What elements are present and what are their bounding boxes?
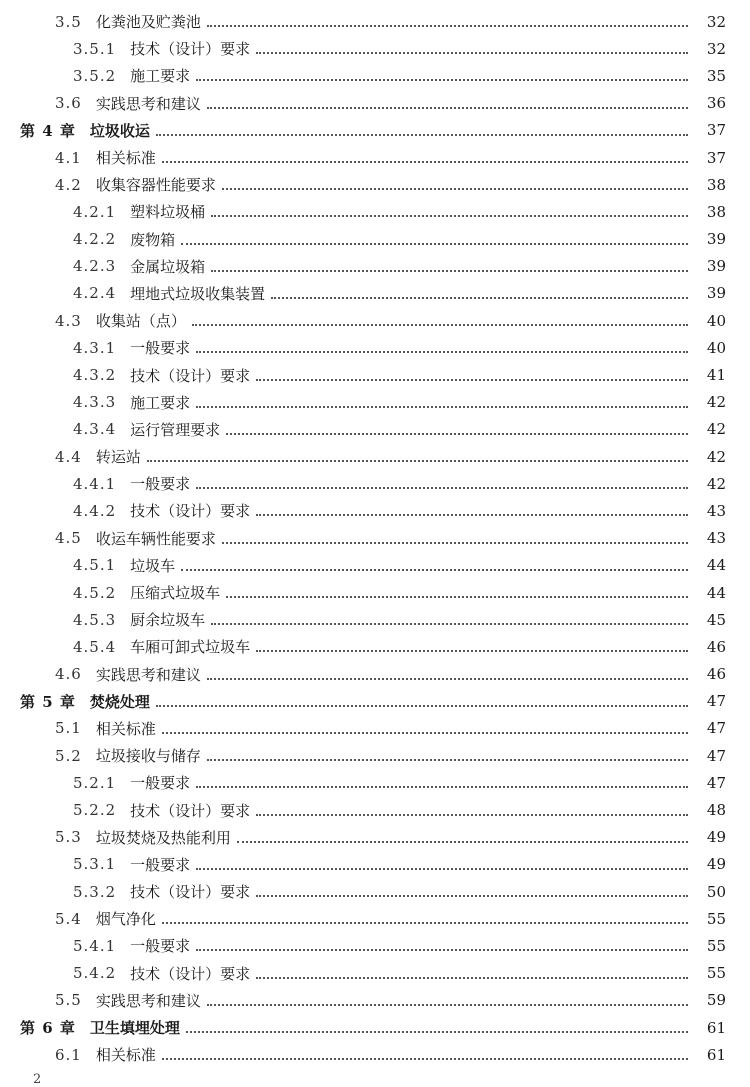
toc-entry-page: 47 (706, 773, 726, 792)
toc-section-row[interactable] (0, 824, 750, 851)
toc-entry-number: 4.2.1 (73, 202, 117, 221)
toc-dot-leader (207, 677, 688, 680)
toc-entry-page: 55 (706, 909, 726, 928)
toc-entry-page: 44 (706, 556, 726, 575)
toc-entry-title: 技术（设计）要求 (130, 801, 251, 820)
toc-entry-title: 实践思考和建议 (95, 665, 201, 684)
toc-entry-number: 第 5 章 (20, 692, 76, 711)
toc-dot-leader (256, 51, 688, 54)
toc-subsection-row[interactable] (0, 62, 750, 89)
toc-dot-leader (256, 649, 688, 652)
toc-dot-leader (226, 432, 688, 435)
toc-dot-leader (162, 160, 688, 163)
toc-entry-title: 技术（设计）要求 (130, 883, 251, 902)
toc-entry-number: 第 4 章 (20, 121, 76, 140)
toc-entry-title: 施工要求 (130, 67, 191, 86)
toc-subsection-row[interactable] (0, 769, 750, 796)
toc-entry-page: 32 (706, 12, 726, 31)
toc-entry-number: 6.1 (55, 1045, 82, 1064)
toc-entry-title: 收集站（点） (95, 312, 186, 331)
toc-subsection-row[interactable] (0, 470, 750, 497)
toc-subsection-row[interactable] (0, 361, 750, 388)
toc-section-row[interactable] (0, 525, 750, 552)
toc-subsection-row[interactable] (0, 633, 750, 660)
toc-dot-leader (156, 704, 688, 707)
toc-entry-number: 第 6 章 (20, 1019, 76, 1038)
toc-entry-number: 5.3.1 (73, 855, 117, 874)
toc-entry-number: 4.3.2 (73, 366, 117, 385)
toc-entry-page: 46 (706, 637, 726, 656)
toc-entry-page: 47 (706, 719, 726, 738)
toc-entry-number: 5.4.1 (73, 936, 117, 955)
toc-entry-number: 5.4.2 (73, 964, 117, 983)
toc-dot-leader (256, 813, 688, 816)
toc-entry-title: 废物箱 (130, 230, 176, 249)
toc-entry-number: 5.3 (55, 828, 82, 847)
toc-section-row[interactable] (0, 715, 750, 742)
toc-entry-number: 4.3.3 (73, 393, 117, 412)
toc-entry-number: 5.2.2 (73, 801, 117, 820)
toc-entry-page: 42 (706, 474, 726, 493)
toc-entry-page: 47 (706, 692, 726, 711)
toc-subsection-row[interactable] (0, 552, 750, 579)
toc-section-row[interactable] (0, 443, 750, 470)
toc-entry-number: 5.2.1 (73, 773, 117, 792)
toc-dot-leader (271, 296, 688, 299)
toc-section-row[interactable] (0, 144, 750, 171)
toc-entry-title: 垃圾车 (130, 556, 176, 575)
toc-dot-leader (196, 405, 688, 408)
toc-entry-number: 4.4.2 (73, 501, 117, 520)
toc-entry-number: 4.4.1 (73, 474, 117, 493)
toc-subsection-row[interactable] (0, 606, 750, 633)
toc-entry-title: 卫生填埋处理 (89, 1019, 180, 1038)
toc-dot-leader (222, 187, 688, 190)
toc-section-row[interactable] (0, 90, 750, 117)
toc-entry-title: 实践思考和建议 (95, 94, 201, 113)
toc-entry-title: 收运车辆性能要求 (95, 529, 216, 548)
toc-entry-page: 32 (706, 39, 726, 58)
toc-entry-title: 厨余垃圾车 (130, 611, 206, 630)
toc-subsection-row[interactable] (0, 796, 750, 823)
toc-entry-number: 5.2 (55, 746, 82, 765)
toc-entry-title: 车厢可卸式垃圾车 (130, 638, 251, 657)
toc-entry-page: 37 (706, 148, 726, 167)
toc-dot-leader (147, 459, 688, 462)
toc-dot-leader (186, 1030, 688, 1033)
toc-entry-number: 3.6 (55, 94, 82, 113)
toc-entry-page: 45 (706, 610, 726, 629)
table-of-contents (0, 8, 750, 1068)
toc-dot-leader (256, 894, 688, 897)
toc-subsection-row[interactable] (0, 280, 750, 307)
toc-dot-leader (211, 622, 688, 625)
toc-subsection-row[interactable] (0, 878, 750, 905)
toc-dot-leader (181, 568, 688, 571)
toc-entry-page: 59 (706, 991, 726, 1010)
toc-dot-leader (211, 269, 688, 272)
toc-entry-page: 44 (706, 583, 726, 602)
toc-entry-page: 43 (706, 529, 726, 548)
toc-entry-title: 烟气净化 (95, 910, 156, 929)
toc-entry-page: 55 (706, 936, 726, 955)
toc-dot-leader (256, 976, 688, 979)
toc-entry-number: 5.5 (55, 991, 82, 1010)
toc-subsection-row[interactable] (0, 497, 750, 524)
toc-entry-title: 焚烧处理 (89, 692, 150, 711)
toc-dot-leader (222, 541, 688, 544)
toc-entry-number: 5.3.2 (73, 882, 117, 901)
toc-dot-leader (196, 785, 688, 788)
toc-dot-leader (196, 948, 688, 951)
toc-subsection-row[interactable] (0, 35, 750, 62)
toc-entry-number: 4.2.2 (73, 230, 117, 249)
toc-dot-leader (207, 758, 688, 761)
toc-entry-title: 垃圾焚烧及热能利用 (95, 828, 231, 847)
toc-entry-title: 技术（设计）要求 (130, 366, 251, 385)
toc-entry-number: 4.4 (55, 447, 82, 466)
toc-entry-number: 4.3.1 (73, 338, 117, 357)
toc-entry-title: 一般要求 (130, 855, 191, 874)
toc-entry-title: 一般要求 (130, 774, 191, 793)
toc-entry-title: 相关标准 (95, 719, 156, 738)
toc-entry-title: 垃圾收运 (89, 121, 150, 140)
toc-section-row[interactable] (0, 8, 750, 35)
toc-entry-title: 运行管理要求 (130, 420, 221, 439)
toc-entry-title: 埋地式垃圾收集装置 (130, 284, 266, 303)
toc-entry-page: 38 (706, 175, 726, 194)
toc-dot-leader (156, 133, 688, 136)
toc-entry-page: 39 (706, 257, 726, 276)
toc-section-row[interactable] (0, 1041, 750, 1068)
toc-entry-title: 一般要求 (130, 339, 191, 358)
toc-entry-page: 61 (706, 1045, 726, 1064)
toc-entry-title: 金属垃圾箱 (130, 257, 206, 276)
toc-subsection-row[interactable] (0, 579, 750, 606)
toc-entry-page: 61 (706, 1018, 726, 1037)
toc-entry-page: 35 (706, 66, 726, 85)
toc-entry-number: 4.5.3 (73, 610, 117, 629)
toc-entry-number: 4.1 (55, 148, 82, 167)
footer-page-number: 2 (33, 1072, 42, 1087)
toc-entry-number: 4.5.2 (73, 583, 117, 602)
toc-entry-page: 38 (706, 202, 726, 221)
toc-dot-leader (181, 242, 688, 245)
toc-entry-page: 42 (706, 393, 726, 412)
toc-section-row[interactable] (0, 307, 750, 334)
toc-entry-page: 50 (706, 882, 726, 901)
toc-subsection-row[interactable] (0, 960, 750, 987)
toc-entry-number: 4.3.4 (73, 420, 117, 439)
toc-entry-page: 55 (706, 964, 726, 983)
toc-entry-title: 转运站 (95, 448, 141, 467)
toc-entry-number: 4.5 (55, 529, 82, 548)
toc-section-row[interactable] (0, 742, 750, 769)
toc-dot-leader (196, 486, 688, 489)
toc-entry-title: 化粪池及贮粪池 (95, 13, 201, 32)
toc-entry-page: 36 (706, 94, 726, 113)
toc-entry-number: 5.4 (55, 909, 82, 928)
toc-entry-title: 相关标准 (95, 1046, 156, 1065)
toc-entry-number: 3.5 (55, 12, 82, 31)
toc-entry-page: 40 (706, 311, 726, 330)
toc-subsection-row[interactable] (0, 851, 750, 878)
toc-dot-leader (192, 323, 688, 326)
toc-entry-page: 47 (706, 746, 726, 765)
toc-dot-leader (207, 1003, 688, 1006)
toc-dot-leader (207, 106, 688, 109)
toc-section-row[interactable] (0, 171, 750, 198)
toc-entry-number: 5.1 (55, 719, 82, 738)
toc-chapter-row[interactable] (0, 688, 750, 715)
toc-entry-title: 技术（设计）要求 (130, 40, 251, 59)
toc-entry-page: 49 (706, 828, 726, 847)
toc-dot-leader (226, 595, 688, 598)
toc-entry-page: 37 (706, 121, 726, 140)
toc-dot-leader (196, 78, 688, 81)
toc-entry-number: 4.2.3 (73, 257, 117, 276)
toc-entry-title: 塑料垃圾桶 (130, 203, 206, 222)
toc-subsection-row[interactable] (0, 198, 750, 225)
toc-chapter-row[interactable] (0, 117, 750, 144)
toc-dot-leader (207, 24, 688, 27)
toc-subsection-row[interactable] (0, 416, 750, 443)
toc-subsection-row[interactable] (0, 253, 750, 280)
toc-chapter-row[interactable] (0, 1014, 750, 1041)
toc-dot-leader (196, 867, 688, 870)
toc-dot-leader (162, 1057, 688, 1060)
toc-entry-title: 压缩式垃圾车 (130, 584, 221, 603)
toc-entry-number: 4.2 (55, 175, 82, 194)
toc-entry-title: 一般要求 (130, 475, 191, 494)
toc-dot-leader (162, 921, 688, 924)
toc-entry-page: 40 (706, 338, 726, 357)
toc-dot-leader (237, 840, 688, 843)
toc-entry-title: 实践思考和建议 (95, 991, 201, 1010)
toc-entry-page: 46 (706, 665, 726, 684)
toc-entry-title: 技术（设计）要求 (130, 964, 251, 983)
toc-entry-title: 收集容器性能要求 (95, 176, 216, 195)
toc-entry-page: 42 (706, 447, 726, 466)
toc-entry-number: 4.5.1 (73, 556, 117, 575)
toc-entry-page: 43 (706, 501, 726, 520)
toc-entry-number: 4.3 (55, 311, 82, 330)
toc-entry-number: 3.5.2 (73, 66, 117, 85)
toc-entry-title: 垃圾接收与储存 (95, 747, 201, 766)
toc-subsection-row[interactable] (0, 932, 750, 959)
toc-entry-page: 42 (706, 420, 726, 439)
toc-entry-page: 39 (706, 284, 726, 303)
toc-dot-leader (256, 513, 688, 516)
toc-entry-number: 4.2.4 (73, 284, 117, 303)
toc-entry-title: 技术（设计）要求 (130, 502, 251, 521)
toc-dot-leader (162, 731, 688, 734)
toc-entry-page: 39 (706, 230, 726, 249)
toc-section-row[interactable] (0, 905, 750, 932)
toc-dot-leader (211, 214, 688, 217)
toc-section-row[interactable] (0, 987, 750, 1014)
toc-entry-number: 4.5.4 (73, 637, 117, 656)
toc-entry-page: 49 (706, 855, 726, 874)
toc-entry-number: 3.5.1 (73, 39, 117, 58)
toc-dot-leader (256, 378, 688, 381)
toc-entry-title: 施工要求 (130, 393, 191, 412)
toc-entry-title: 相关标准 (95, 149, 156, 168)
toc-entry-number: 4.6 (55, 665, 82, 684)
toc-subsection-row[interactable] (0, 389, 750, 416)
toc-subsection-row[interactable] (0, 334, 750, 361)
toc-entry-title: 一般要求 (130, 937, 191, 956)
toc-subsection-row[interactable] (0, 226, 750, 253)
toc-dot-leader (196, 350, 688, 353)
toc-section-row[interactable] (0, 661, 750, 688)
toc-entry-page: 41 (706, 366, 726, 385)
toc-entry-page: 48 (706, 801, 726, 820)
